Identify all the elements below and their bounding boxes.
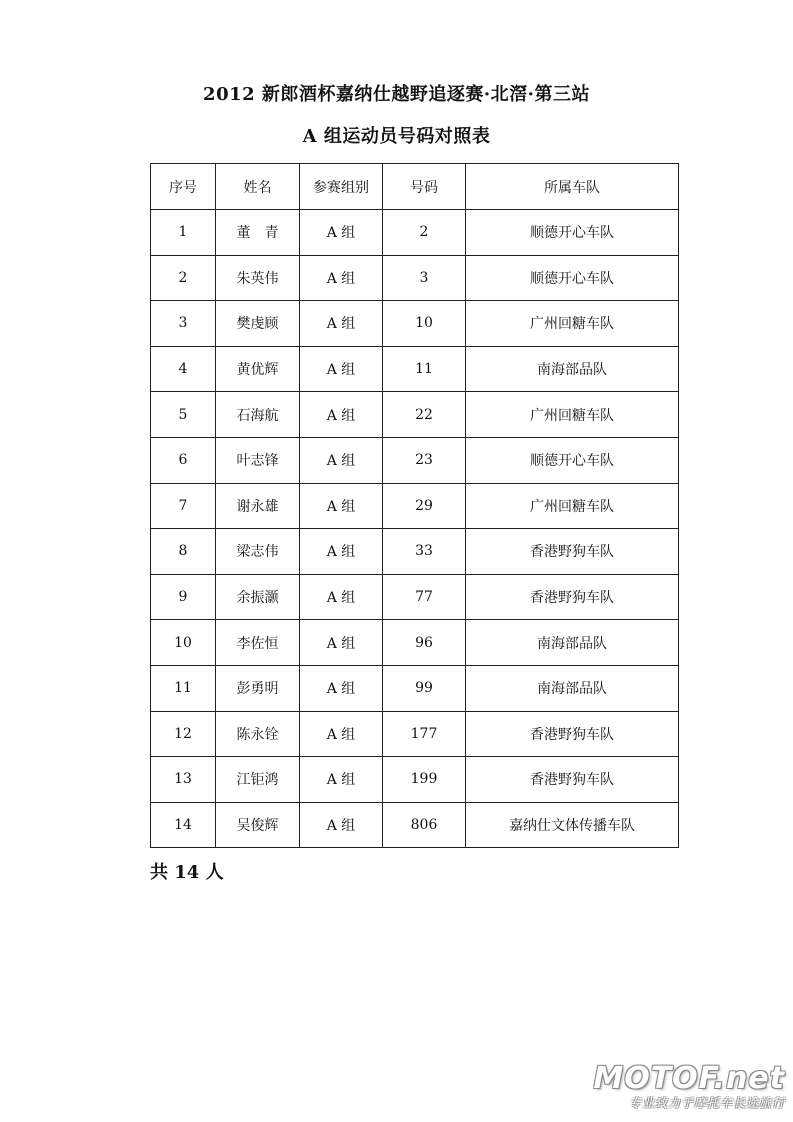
table-body (151, 210, 679, 848)
table-row (151, 392, 679, 438)
table-row (151, 529, 679, 575)
cell-index: 9 (151, 574, 216, 620)
table-row (151, 665, 679, 711)
cell-group: A 组 (300, 665, 383, 711)
table-row (151, 483, 679, 529)
header-index: 序号 (151, 164, 216, 210)
cell-number: 22 (383, 392, 466, 438)
watermark-tagline: 专业致力于摩托车长途旅行 (628, 1096, 785, 1110)
table-row (151, 210, 679, 256)
cell-group: A 组 (300, 757, 383, 803)
cell-team: 香港野狗车队 (466, 529, 679, 575)
table-row (151, 574, 679, 620)
cell-name: 余振灏 (216, 574, 300, 620)
cell-group: A 组 (300, 437, 383, 483)
cell-index: 12 (151, 711, 216, 757)
cell-team: 南海部品队 (466, 620, 679, 666)
table-row (151, 346, 679, 392)
cell-number: 29 (383, 483, 466, 529)
cell-team: 嘉纳仕文体传播车队 (466, 802, 679, 848)
cell-name: 梁志伟 (216, 529, 300, 575)
cell-index: 2 (151, 255, 216, 301)
cell-name: 江钜鸿 (216, 757, 300, 803)
watermark-logo-text: MOTOF (593, 1061, 714, 1096)
cell-team: 顺德开心车队 (466, 437, 679, 483)
cell-index: 4 (151, 346, 216, 392)
cell-group: A 组 (300, 483, 383, 529)
table-row (151, 620, 679, 666)
cell-name: 石海航 (216, 392, 300, 438)
cell-number: 99 (383, 665, 466, 711)
cell-name: 谢永雄 (216, 483, 300, 529)
cell-number: 177 (383, 711, 466, 757)
table-row (151, 301, 679, 347)
cell-index: 11 (151, 665, 216, 711)
roster-table (150, 163, 679, 848)
cell-index: 13 (151, 757, 216, 803)
cell-group: A 组 (300, 711, 383, 757)
cell-name: 樊虔顾 (216, 301, 300, 347)
cell-name: 董 青 (216, 210, 300, 256)
motof-watermark (593, 1062, 785, 1111)
cell-team: 顺德开心车队 (466, 255, 679, 301)
cell-team: 广州回糖车队 (466, 392, 679, 438)
cell-number: 23 (383, 437, 466, 483)
cell-name: 吴俊辉 (216, 802, 300, 848)
header-team: 所属车队 (466, 164, 679, 210)
cell-group: A 组 (300, 529, 383, 575)
cell-team: 南海部品队 (466, 346, 679, 392)
cell-group: A 组 (300, 255, 383, 301)
cell-index: 1 (151, 210, 216, 256)
cell-index: 5 (151, 392, 216, 438)
header-number: 号码 (383, 164, 466, 210)
cell-number: 77 (383, 574, 466, 620)
cell-name: 陈永铨 (216, 711, 300, 757)
table-row (151, 757, 679, 803)
cell-group: A 组 (300, 210, 383, 256)
watermark-logo-suffix: .net (713, 1061, 785, 1096)
cell-team: 香港野狗车队 (466, 574, 679, 620)
watermark-logo (593, 1062, 785, 1096)
cell-team: 顺德开心车队 (466, 210, 679, 256)
cell-number: 96 (383, 620, 466, 666)
table-header-row (151, 164, 679, 210)
table-row (151, 802, 679, 848)
cell-group: A 组 (300, 346, 383, 392)
cell-team: 广州回糖车队 (466, 483, 679, 529)
cell-number: 10 (383, 301, 466, 347)
header-name: 姓名 (216, 164, 300, 210)
cell-index: 14 (151, 802, 216, 848)
total-count: 共 14 人 (150, 862, 224, 883)
cell-group: A 组 (300, 301, 383, 347)
cell-team: 南海部品队 (466, 665, 679, 711)
table-row (151, 711, 679, 757)
cell-index: 10 (151, 620, 216, 666)
cell-name: 彭勇明 (216, 665, 300, 711)
cell-index: 8 (151, 529, 216, 575)
cell-name: 朱英伟 (216, 255, 300, 301)
cell-index: 3 (151, 301, 216, 347)
document-subtitle: A 组运动员号码对照表 (302, 126, 491, 147)
cell-team: 香港野狗车队 (466, 711, 679, 757)
cell-name: 叶志锋 (216, 437, 300, 483)
cell-group: A 组 (300, 574, 383, 620)
cell-number: 2 (383, 210, 466, 256)
cell-number: 3 (383, 255, 466, 301)
header-group: 参赛组别 (300, 164, 383, 210)
table-row (151, 255, 679, 301)
cell-group: A 组 (300, 392, 383, 438)
cell-team: 广州回糖车队 (466, 301, 679, 347)
cell-name: 黄优辉 (216, 346, 300, 392)
cell-group: A 组 (300, 802, 383, 848)
cell-team: 香港野狗车队 (466, 757, 679, 803)
document-title: 2012 新郎酒杯嘉纳仕越野追逐赛·北滘·第三站 (203, 84, 590, 105)
cell-group: A 组 (300, 620, 383, 666)
cell-name: 李佐恒 (216, 620, 300, 666)
cell-number: 33 (383, 529, 466, 575)
cell-index: 6 (151, 437, 216, 483)
cell-number: 199 (383, 757, 466, 803)
table-row (151, 437, 679, 483)
cell-number: 806 (383, 802, 466, 848)
cell-number: 11 (383, 346, 466, 392)
cell-index: 7 (151, 483, 216, 529)
